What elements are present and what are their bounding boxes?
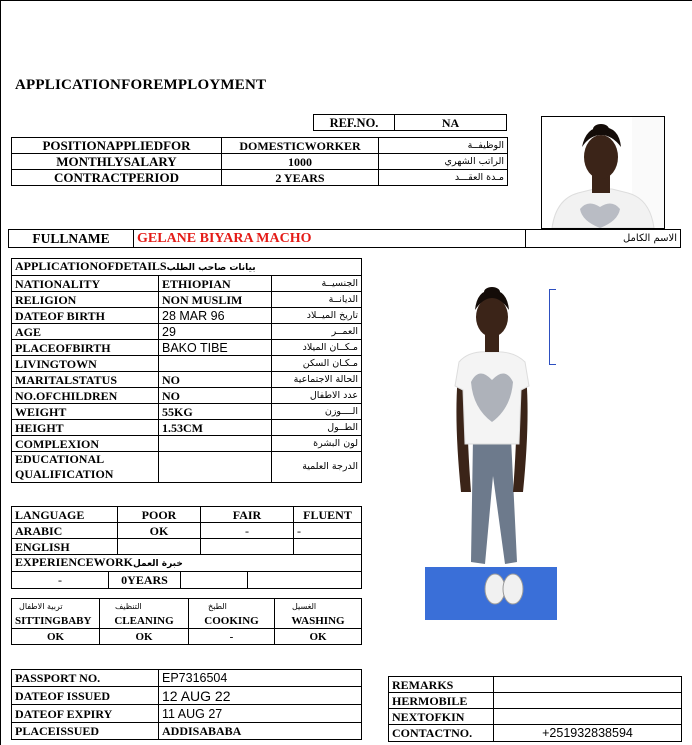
skill-label: WASHING: [291, 615, 345, 627]
language-header-poor: POOR: [118, 507, 201, 523]
detail-label: WEIGHT: [12, 404, 159, 420]
detail-value: 28 MAR 96: [159, 308, 272, 324]
fullname-arabic: الاسم الكامل: [526, 230, 681, 248]
details-table: [11, 258, 362, 483]
contract-label: CONTRACTPERIOD: [12, 170, 222, 186]
details-header-row: [12, 259, 362, 276]
remarks-label: HERMOBILE: [389, 693, 494, 709]
position-label: POSITIONAPPLIEDFOR: [12, 138, 222, 154]
contract-row: [12, 170, 508, 186]
detail-label: COMPLEXION: [12, 436, 159, 452]
remarks-table: [388, 676, 682, 742]
detail-value: 55KG: [159, 404, 272, 420]
details-row: [12, 340, 362, 356]
detail-value: NO: [159, 372, 272, 388]
detail-arabic: تاريخ الميــلاد: [272, 308, 362, 324]
detail-label: LIVINGTOWN: [12, 356, 159, 372]
skill-value: OK: [12, 629, 100, 645]
detail-label: HEIGHT: [12, 420, 159, 436]
remarks-row: [389, 709, 682, 725]
detail-label: NO.OFCHILDREN: [12, 388, 159, 404]
detail-label: RELIGION: [12, 292, 159, 308]
experience-header: [12, 555, 362, 572]
skill-arabic: التنظيف: [115, 602, 142, 611]
detail-arabic: الــــوزن: [272, 404, 362, 420]
remarks-value: [494, 677, 682, 693]
passport-value: 12 AUG 22: [159, 687, 362, 705]
skill-cell: [12, 599, 100, 629]
details-row: [12, 292, 362, 308]
detail-arabic: مـكــان الميلاد: [272, 340, 362, 356]
page-top-border: [0, 0, 692, 1]
details-header-arabic: بيانات صاحب الطلب: [166, 263, 256, 273]
fullname-label: FULLNAME: [9, 230, 134, 248]
detail-value: [159, 436, 272, 452]
details-row: [12, 404, 362, 420]
detail-arabic: الحالة الاجتماعية: [272, 372, 362, 388]
experience-row: [12, 572, 362, 589]
page-title: APPLICATIONFOREMPLOYMENT: [15, 77, 267, 93]
detail-value: NO: [159, 388, 272, 404]
experience-table: [11, 571, 362, 589]
remarks-row: [389, 677, 682, 693]
detail-label: EDUCATIONAL QUALIFICATION: [12, 452, 159, 483]
salary-label: MONTHLYSALARY: [12, 154, 222, 170]
small-photo-frame: [541, 116, 665, 229]
language-fair: -: [201, 523, 294, 539]
remarks-label: CONTACTNO.: [389, 725, 494, 742]
ref-value: NA: [395, 115, 507, 131]
passport-value: ADDISABABA: [159, 723, 362, 740]
detail-value: [159, 356, 272, 372]
details-row: [12, 324, 362, 340]
passport-value: EP7316504: [159, 670, 362, 687]
position-value: DOMESTICWORKER: [222, 138, 379, 154]
salary-row: [12, 154, 508, 170]
experience-header-row: [12, 555, 362, 572]
language-header: LANGUAGE: [12, 507, 118, 523]
skills-value-row: [12, 629, 362, 645]
full-body-figure: [425, 262, 557, 620]
language-row: [12, 539, 362, 555]
fullname-value: GELANE BIYARA MACHO: [134, 230, 526, 248]
contract-value: 2 YEARS: [222, 170, 379, 186]
skill-value: OK: [100, 629, 189, 645]
passport-table: [11, 669, 362, 740]
position-arabic: الوظيفــة: [379, 138, 508, 154]
details-row: [12, 436, 362, 452]
passport-row: [12, 723, 362, 740]
detail-value: ETHIOPIAN: [159, 276, 272, 292]
language-fluent: -: [294, 523, 362, 539]
experience-years: 0YEARS: [109, 572, 181, 589]
detail-value: 1.53CM: [159, 420, 272, 436]
skill-arabic: الغسيل: [292, 602, 317, 611]
remarks-value: [494, 693, 682, 709]
skill-label: SITTINGBABY: [15, 615, 92, 627]
passport-label: PASSPORT NO.: [12, 670, 159, 687]
skill-cell: [100, 599, 189, 629]
detail-value: 29: [159, 324, 272, 340]
salary-arabic: الراتب الشهري: [379, 154, 508, 170]
passport-value: 11 AUG 27: [159, 705, 362, 723]
skill-cell: [275, 599, 362, 629]
skill-cell: [189, 599, 275, 629]
full-body-photo: [425, 262, 557, 620]
details-row: [12, 356, 362, 372]
detail-label: DATEOF BIRTH: [12, 308, 159, 324]
small-photo: [542, 117, 664, 228]
language-header-fair: FAIR: [201, 507, 294, 523]
detail-value: NON MUSLIM: [159, 292, 272, 308]
details-row: [12, 308, 362, 324]
experience-cell: [248, 572, 362, 589]
remarks-row: [389, 725, 682, 742]
detail-arabic: الدرجة العلمية: [272, 452, 362, 483]
details-row: [12, 372, 362, 388]
skill-label: COOKING: [204, 615, 259, 627]
remarks-value: [494, 709, 682, 725]
detail-value: [159, 452, 272, 483]
skill-value: OK: [275, 629, 362, 645]
experience-cell: [181, 572, 248, 589]
details-row: [12, 452, 362, 483]
passport-row: [12, 687, 362, 705]
detail-arabic: عدد الاطفال: [272, 388, 362, 404]
detail-arabic: الطــول: [272, 420, 362, 436]
details-row: [12, 276, 362, 292]
language-fair: [201, 539, 294, 555]
skill-label: CLEANING: [114, 615, 174, 627]
ref-label: REF.NO.: [314, 115, 395, 131]
position-row: [12, 138, 508, 154]
ref-table: [313, 114, 507, 131]
details-header: [12, 259, 362, 276]
fullname-table: [8, 229, 681, 248]
salary-value: 1000: [222, 154, 379, 170]
language-poor: OK: [118, 523, 201, 539]
details-row: [12, 388, 362, 404]
passport-label: DATEOF EXPIRY: [12, 705, 159, 723]
passport-label: DATEOF ISSUED: [12, 687, 159, 705]
language-fluent: [294, 539, 362, 555]
passport-row: [12, 670, 362, 687]
detail-arabic: الجنسيــة: [272, 276, 362, 292]
remarks-value: +251932838594: [494, 725, 682, 742]
remarks-label: NEXTOFKIN: [389, 709, 494, 725]
passport-row: [12, 705, 362, 723]
details-row: [12, 420, 362, 436]
page-left-border: [0, 0, 1, 745]
skill-arabic: الطبخ: [208, 602, 227, 611]
language-name: ARABIC: [12, 523, 118, 539]
detail-label: AGE: [12, 324, 159, 340]
language-table: [11, 506, 362, 572]
skills-label-row: [12, 599, 362, 629]
detail-label: NATIONALITY: [12, 276, 159, 292]
detail-label: PLACEOFBIRTH: [12, 340, 159, 356]
photo-crop-bracket: [549, 289, 556, 365]
detail-arabic: لون البشرة: [272, 436, 362, 452]
skill-value: -: [189, 629, 275, 645]
language-name: ENGLISH: [12, 539, 118, 555]
language-row: [12, 523, 362, 539]
contract-arabic: مـدة العقـــد: [379, 170, 508, 186]
experience-cell: -: [12, 572, 109, 589]
language-header-row: [12, 507, 362, 523]
remarks-label: REMARKS: [389, 677, 494, 693]
position-table: [11, 137, 508, 186]
experience-arabic: خبرة العمل: [133, 559, 183, 569]
language-header-fluent: FLUENT: [294, 507, 362, 523]
skills-table: [11, 598, 362, 645]
skill-arabic: تربية الاطفال: [19, 602, 63, 611]
language-poor: [118, 539, 201, 555]
detail-arabic: العمــر: [272, 324, 362, 340]
detail-value: BAKO TIBE: [159, 340, 272, 356]
experience-label: EXPERIENCEWORK: [15, 555, 134, 569]
remarks-row: [389, 693, 682, 709]
detail-arabic: مـكـان السكن: [272, 356, 362, 372]
detail-arabic: الديانــة: [272, 292, 362, 308]
detail-label: MARITALSTATUS: [12, 372, 159, 388]
details-header-label: APPLICATIONOFDETAILS: [15, 259, 167, 273]
passport-label: PLACEISSUED: [12, 723, 159, 740]
